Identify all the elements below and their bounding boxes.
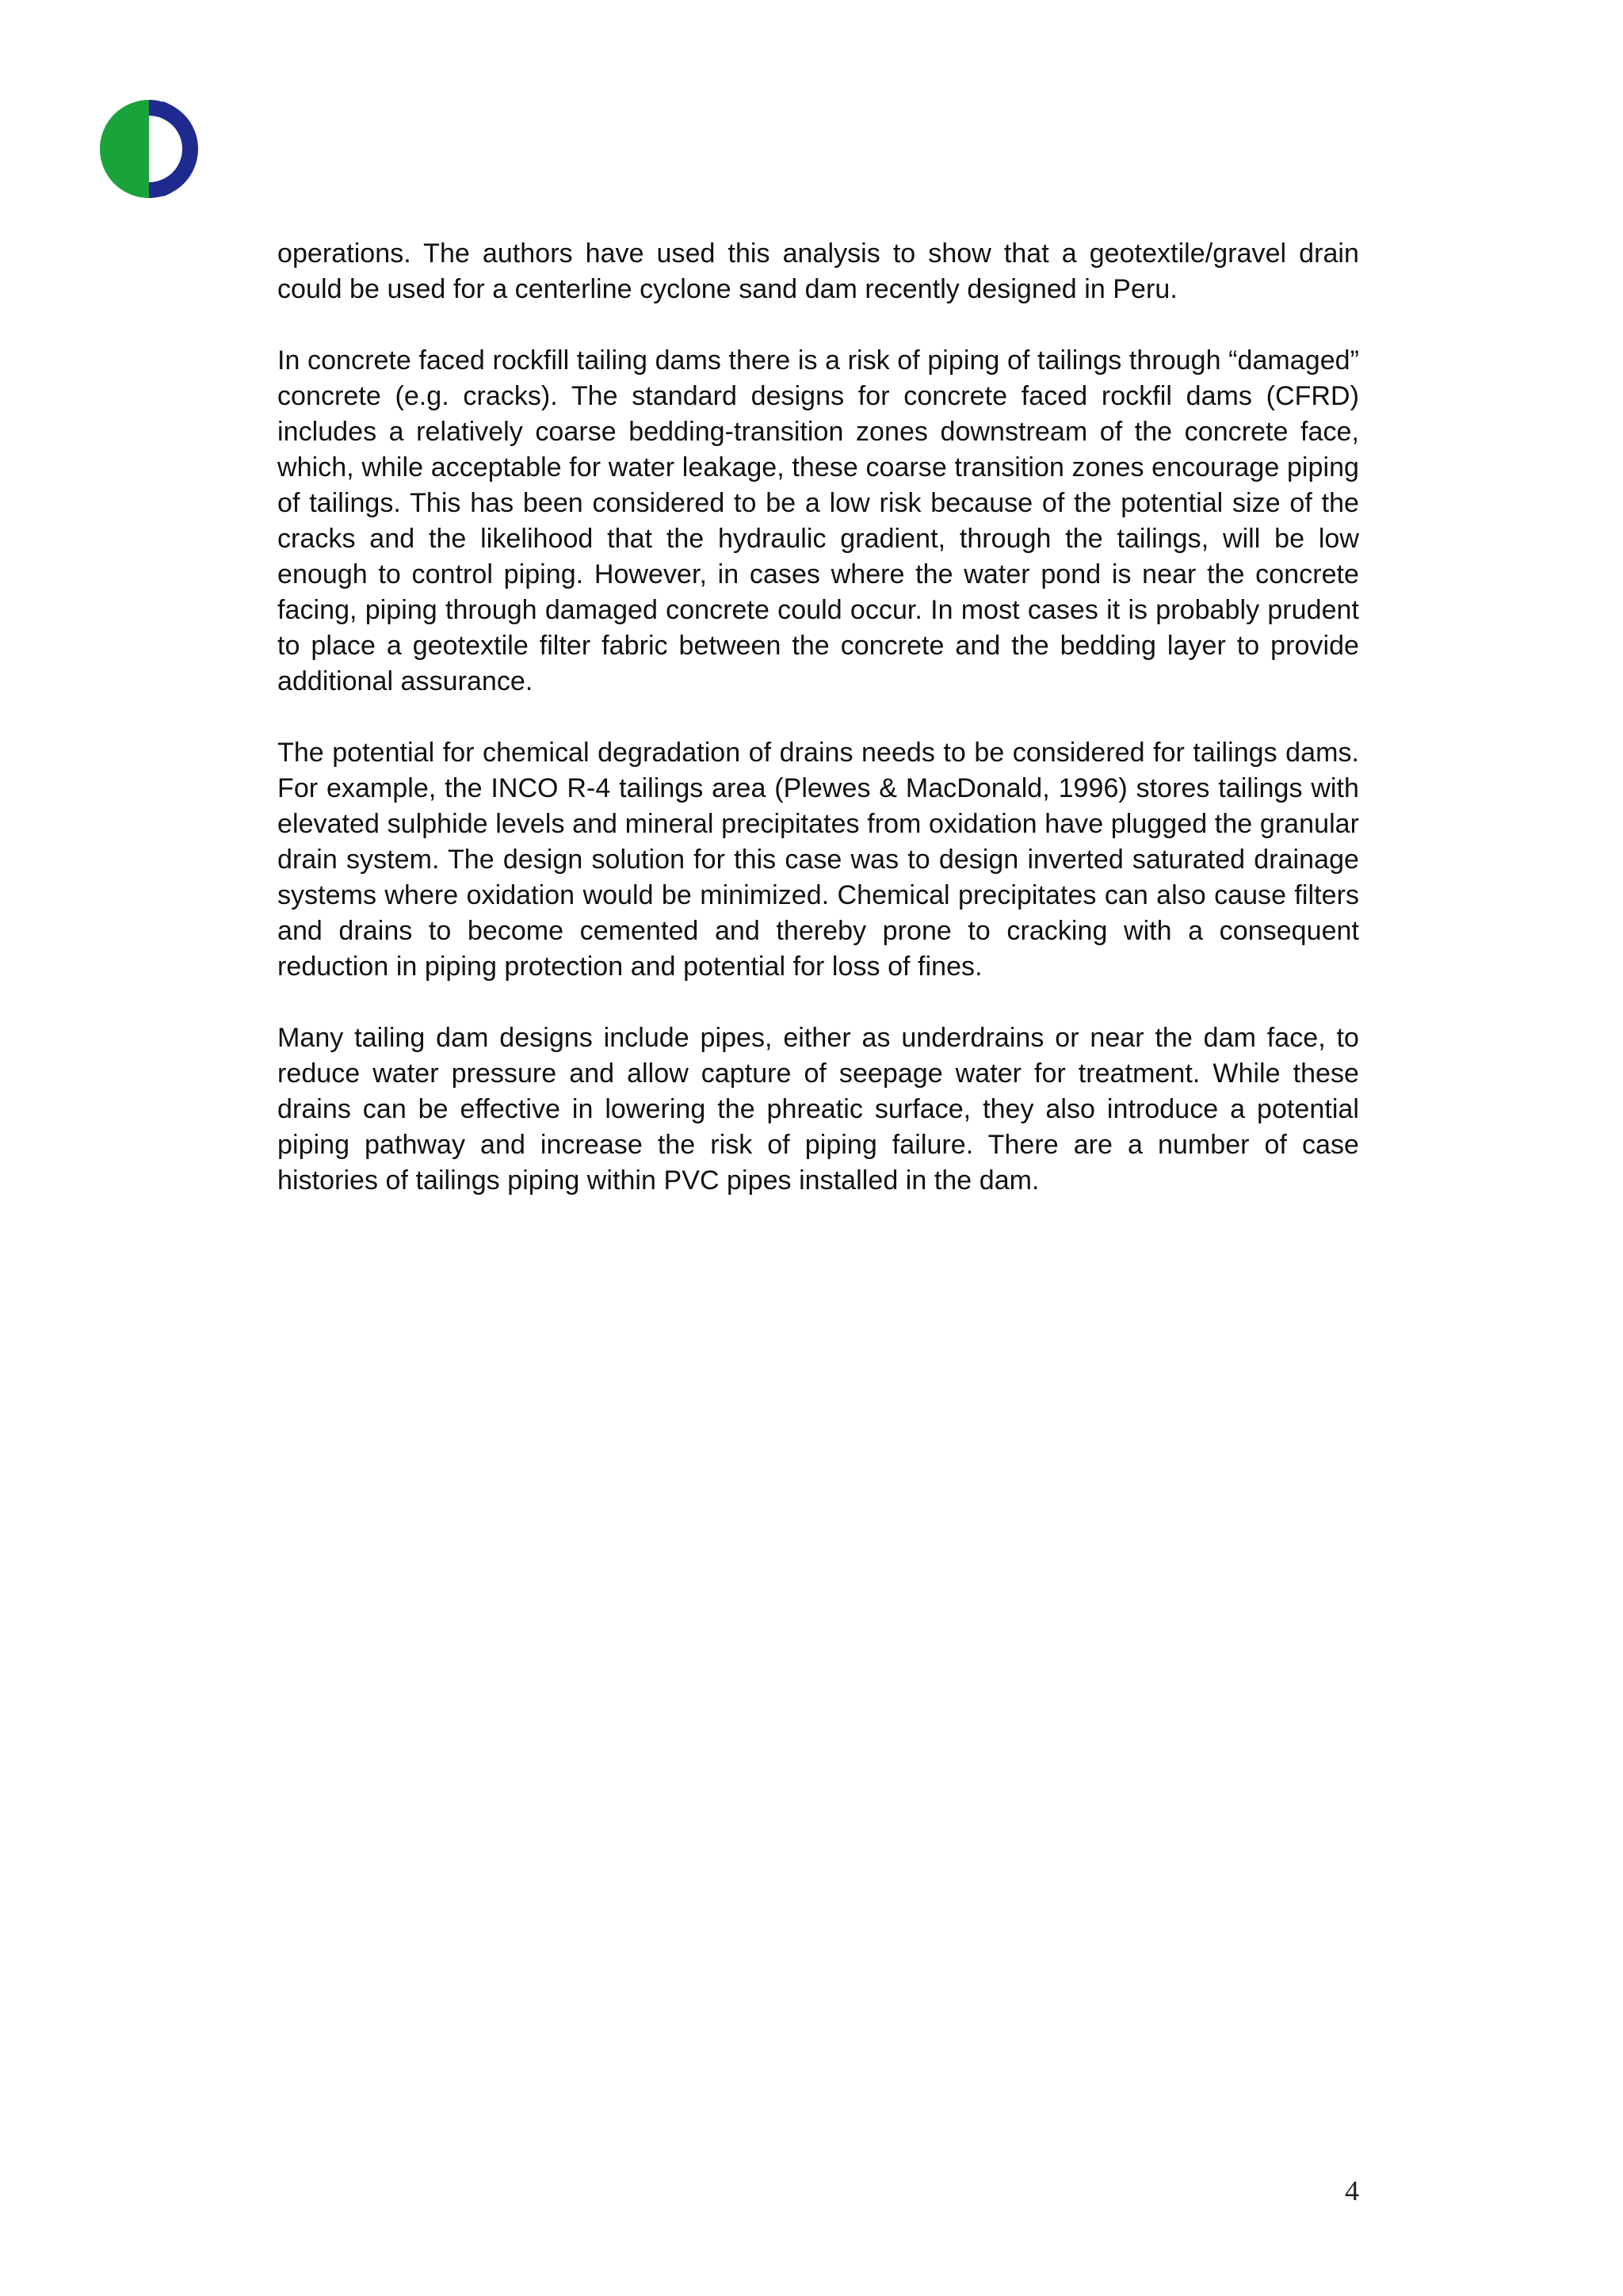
company-logo-icon <box>97 97 201 201</box>
paragraph-operations: operations. The authors have used this analysis to show that a geotextile/gravel drain could be used for a centerline cyclone sand dam recently designed in Peru. <box>277 238 1359 304</box>
document-body <box>277 236 1359 1234</box>
paragraph-pipes-in-dams: Many tailing dam designs include pipes, either as underdrains or near the dam face, to reduce water pressure and allow capture of seepage water for treatment. While these drains can be effective in lowering the phreatic surface, they also introduce a potential piping pathway and increase the risk of piping failure. There are a number of case histories of tailings piping within PVC pipes installed in the dam. <box>277 1023 1359 1196</box>
page-number: 4 <box>1345 2175 1359 2206</box>
paragraph-chemical-degradation: The potential for chemical degradation of drains needs to be considered for tailings dams. For example, the INCO R-4 tailings area (Plewes & MacDonald, 1996) stores tailings with elevated sulphide levels and mineral precipitates from oxidation have plugged the granular drain system. The design solution for this case was to design inverted saturated drainage systems where oxidation would be minimized. Chemical precipitates can also cause filters and drains to become cemented and thereby prone to cracking with a consequent reduction in piping protection and potential for loss of fines. <box>277 738 1359 982</box>
paragraph-concrete-faced-dams: In concrete faced rockfill tailing dams there is a risk of piping of tailings through “damaged” concrete (e.g. cracks). The standard designs for concrete faced rockfil dams (CFRD) includes a relatively coarse bedding-transition zones downstream of the concrete face, which, while acceptable for water leakage, these coarse transition zones encourage piping of tailings. This has been considered to be a low risk because of the potential size of the cracks and the likelihood that the hydraulic gradient, through the tailings, will be low enough to control piping. However, in cases where the water pond is near the concrete facing, piping through damaged concrete could occur. In most cases it is probably prudent to place a geotextile filter fabric between the concrete and the bedding layer to provide additional assurance. <box>277 345 1359 696</box>
